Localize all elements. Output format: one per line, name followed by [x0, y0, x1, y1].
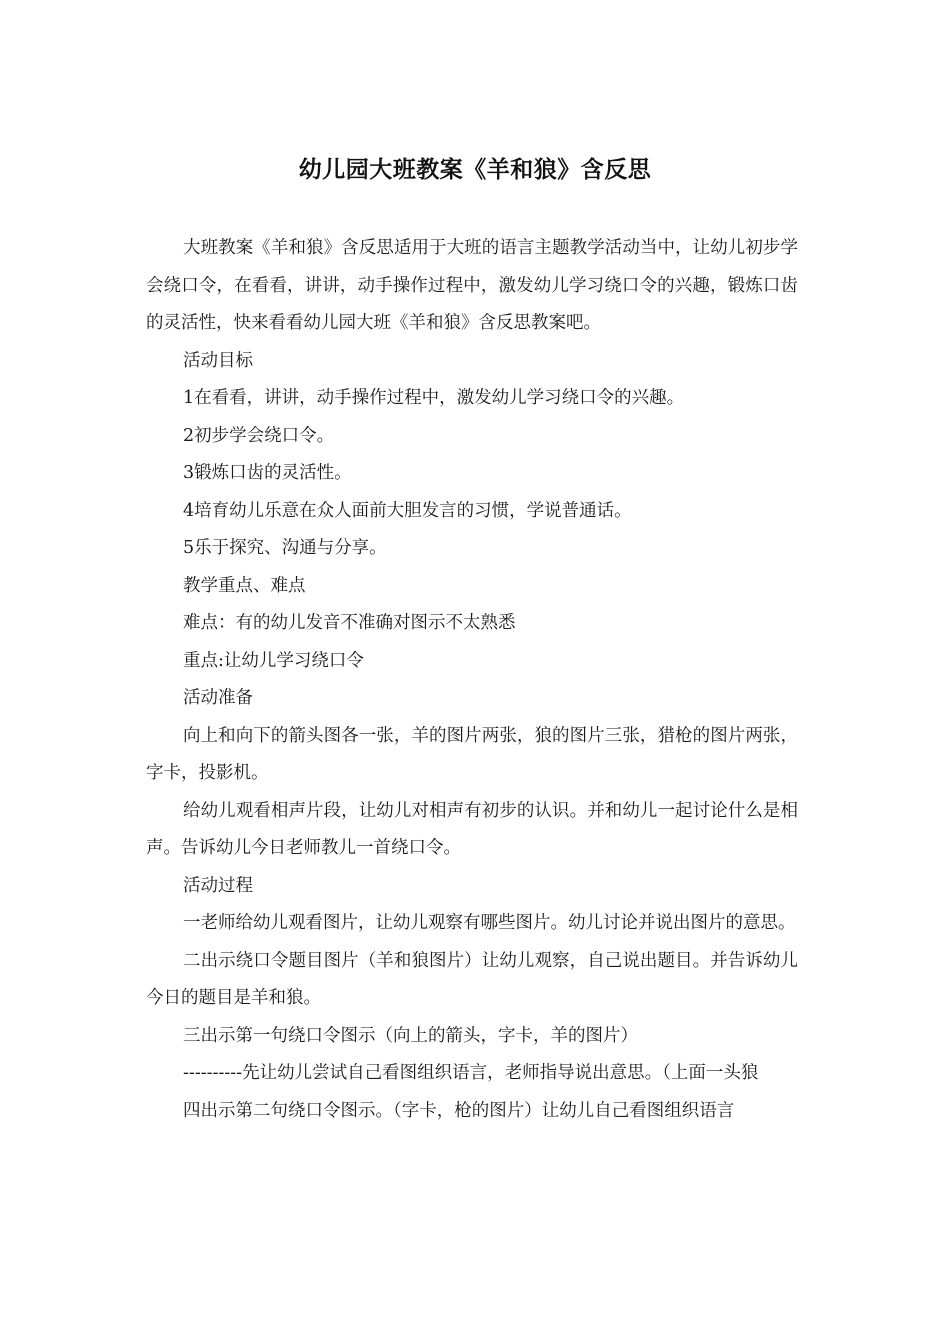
- process-paragraph: 一老师给幼儿观看图片，让幼儿观察有哪些图片。幼儿讨论并说出图片的意思。: [183, 913, 796, 933]
- process-paragraph: 二出示绕口令题目图片（羊和狼图片）让幼儿观察，自己说出题目。并告诉幼儿今日的题目是羊和狼。: [146, 950, 798, 1008]
- document-title: 幼儿园大班教案《羊和狼》含反思: [298, 157, 652, 183]
- preparation-paragraph: 向上和向下的箭头图各一张，羊的图片两张，狼的图片三张，猎枪的图片两张，字卡，投影机。: [146, 725, 798, 783]
- process-paragraph: 三出示第一句绕口令图示（向上的箭头，字卡，羊的图片）: [183, 1025, 638, 1046]
- goal-item: 4培育幼儿乐意在众人面前大胆发言的习惯，学说普通话。: [183, 500, 632, 521]
- process-paragraph: 四出示第二句绕口令图示。（字卡，枪的图片）让幼儿自己看图组织语言: [183, 1100, 735, 1121]
- section-heading-preparation: 活动准备: [183, 688, 253, 708]
- section-heading-goals: 活动目标: [183, 350, 253, 371]
- goal-item: 2初步学会绕口令。: [183, 425, 335, 446]
- goal-item: 1在看看，讲讲，动手操作过程中，激发幼儿学习绕口令的兴趣。: [183, 388, 685, 408]
- key-point-paragraph: 重点:让幼儿学习绕口令: [183, 650, 364, 671]
- process-paragraph: ----------先让幼儿尝试自己看图组织语言，老师指导说出意思。（上面一头狼: [183, 1063, 759, 1083]
- preparation-paragraph: 给幼儿观看相声片段，让幼儿对相声有初步的认识。并和幼儿一起讨论什么是相声。告诉幼儿今日老师教儿一首绕口令。: [146, 800, 798, 858]
- intro-paragraph: 大班教案《羊和狼》含反思适用于大班的语言主题教学活动当中，让幼儿初步学会绕口令，在看看，讲讲，动手操作过程中，激发幼儿学习绕口令的兴趣，锻炼口齿的灵活性，快来看看幼儿园大班《羊和狼》含反思教案吧。: [146, 238, 798, 333]
- section-heading-process: 活动过程: [183, 875, 253, 896]
- document-body: [146, 230, 798, 1130]
- section-heading-key-points: 教学重点、难点: [183, 575, 306, 596]
- goal-item: 5乐于探究、沟通与分享。: [183, 538, 387, 558]
- difficulty-paragraph: 难点：有的幼儿发音不准确对图示不太熟悉: [183, 613, 516, 633]
- goal-item: 3锻炼口齿的灵活性。: [183, 463, 352, 483]
